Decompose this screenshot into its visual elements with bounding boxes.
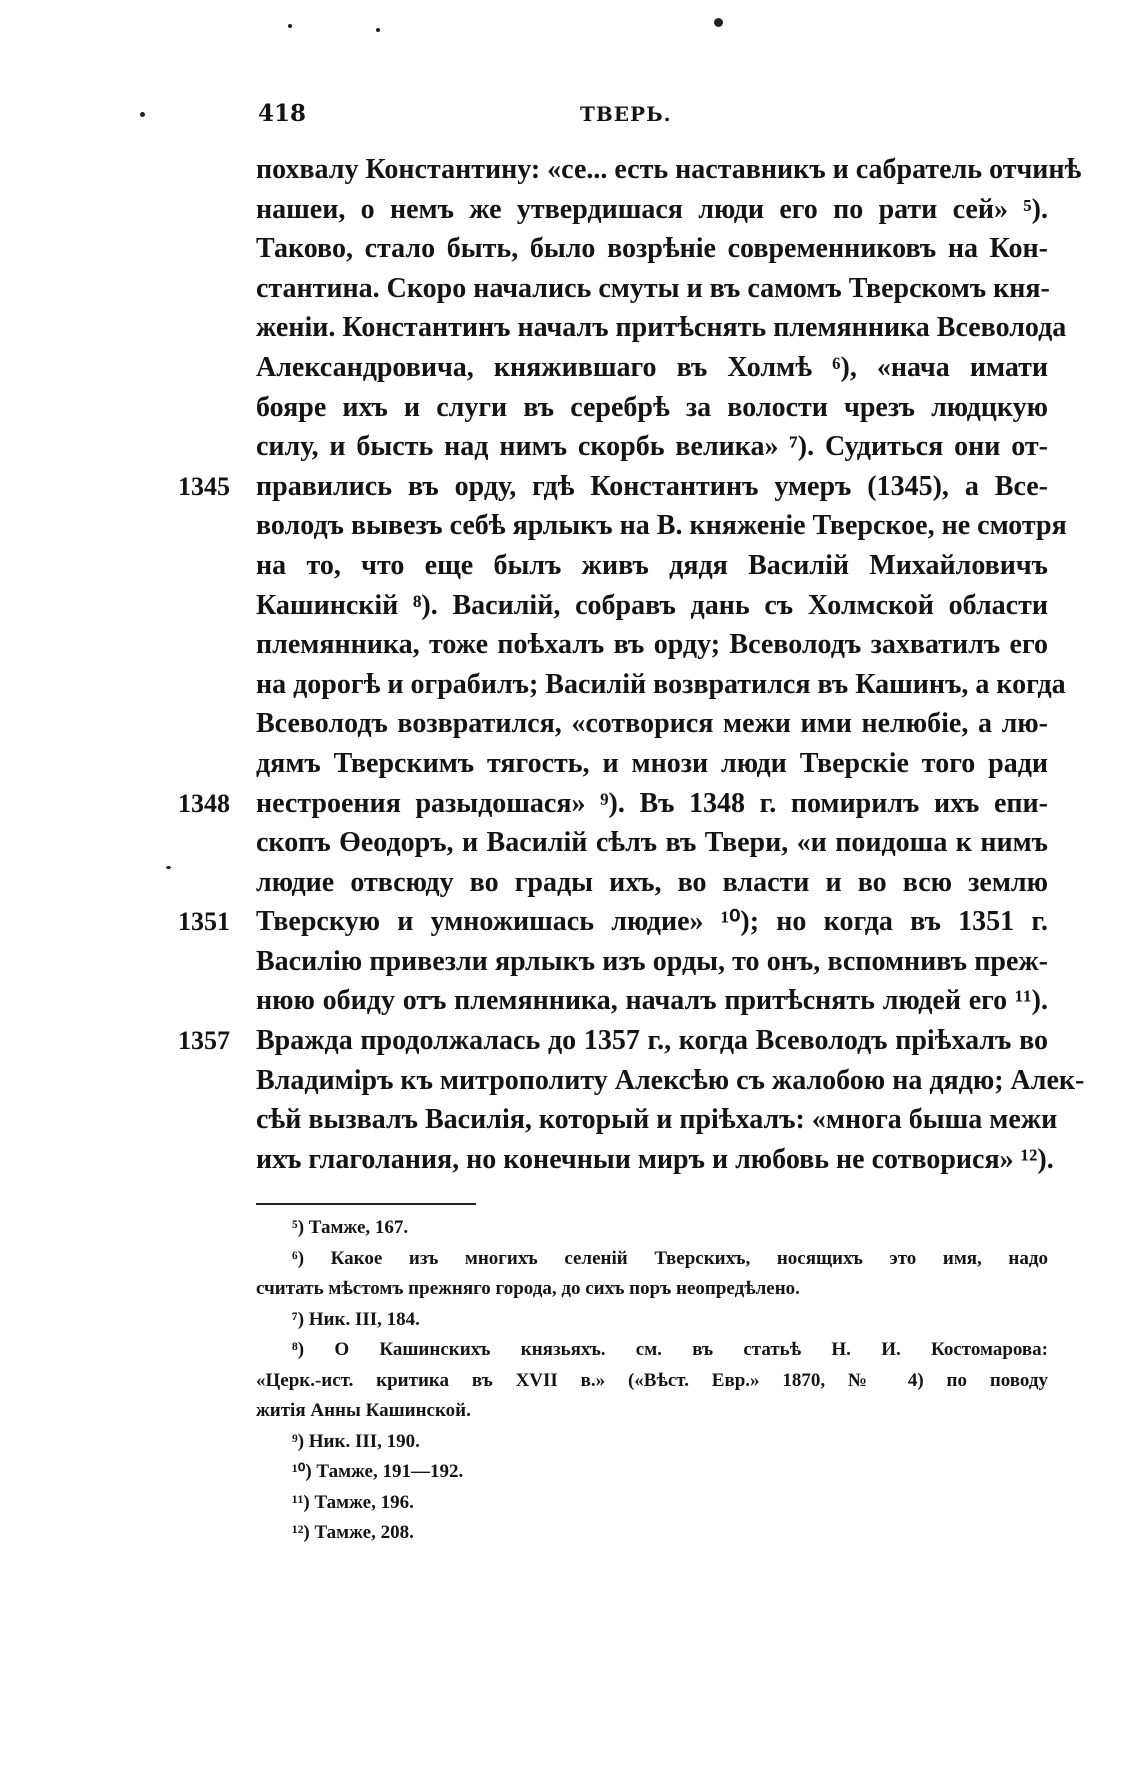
text-line xyxy=(0,823,1140,863)
text-line xyxy=(0,625,1140,665)
line-text: Владиміръ къ митрополиту Алексѣю съ жалобою на дядю; Алек- xyxy=(256,1064,1085,1096)
footnote-mark: ¹²) xyxy=(292,1522,310,1543)
line-text: на то, что еще былъ живъ дядя Василій Михайловичъ xyxy=(256,549,1048,581)
footnote-mark: ⁶) xyxy=(292,1247,305,1269)
text-line xyxy=(0,229,1140,269)
footnote-text: Ник. III, 190. xyxy=(308,1430,420,1452)
line-text: Александровича, княжившаго въ Холмѣ ⁶), «нача имати xyxy=(256,351,1048,383)
text-line xyxy=(0,942,1140,982)
footnote-text: Ник. III, 184. xyxy=(308,1308,420,1330)
text-line xyxy=(0,308,1140,348)
line-text: бояре ихъ и слуги въ серебрѣ за волости чрезъ людцкую xyxy=(256,391,1048,423)
line-text: нестроения разыдошася» ⁹). Въ 1348 г. помирилъ ихъ епи- xyxy=(256,787,1048,819)
footnote-text: Тамже, 208. xyxy=(314,1522,414,1543)
footnote-text: О Кашинскихъ князьяхъ. см. въ статьѣ Н. И. Костомарова: xyxy=(334,1339,1048,1360)
line-text: правились въ орду, гдѣ Константинъ умеръ (1345), а Все- xyxy=(256,470,1048,502)
line-text: на дорогѣ и ограбилъ; Василій возвратился въ Кашинъ, а когда xyxy=(256,668,1066,700)
text-line xyxy=(0,902,1140,942)
footnote-continuation xyxy=(0,1274,1140,1305)
text-line xyxy=(0,427,1140,467)
scan-speck xyxy=(288,24,292,28)
line-text: дямъ Тверскимъ тягость, и мнози люди Тверскіе того ради xyxy=(256,747,1048,779)
text-line xyxy=(0,704,1140,744)
footnote-text: Тамже, 196. xyxy=(314,1491,414,1513)
text-line xyxy=(0,1021,1140,1061)
text-line xyxy=(0,506,1140,546)
footnote-continuation xyxy=(0,1396,1140,1427)
line-text: Вражда продолжалась до 1357 г., когда Всеволодъ пріѣхалъ во xyxy=(256,1025,1048,1057)
text-line xyxy=(0,269,1140,309)
text-line xyxy=(0,586,1140,626)
footnote-text: Тамже, 191—192. xyxy=(316,1461,464,1482)
footnote-text: «Церк.-ист. критика въ XVII в.» («Вѣст. Евр.» 1870, № 4) по поводу xyxy=(256,1369,1048,1391)
footnote xyxy=(0,1305,1140,1336)
footnote xyxy=(0,1213,1140,1244)
main-text xyxy=(0,150,1140,1179)
footnote-mark: ⁹) xyxy=(292,1430,305,1452)
text-line xyxy=(0,784,1140,824)
text-line xyxy=(0,190,1140,230)
page-header xyxy=(0,100,1140,134)
text-line xyxy=(0,863,1140,903)
text-line xyxy=(0,1140,1140,1180)
text-line xyxy=(0,546,1140,586)
footnote xyxy=(0,1335,1140,1366)
margin-year: 1348 xyxy=(178,788,230,818)
footnote-mark: ¹⁰) xyxy=(292,1461,312,1482)
line-text: нашеи, о немъ же утвердишася люди его по рати сей» ⁵). xyxy=(256,193,1048,225)
line-text: Всеволодъ возвратился, «сотворися межи ими нелюбіе, а лю- xyxy=(256,708,1048,740)
line-text: людие отвсюду во грады ихъ, во власти и во всю землю xyxy=(256,866,1048,898)
footnote xyxy=(0,1518,1140,1549)
footnote xyxy=(0,1457,1140,1488)
footnotes xyxy=(0,1213,1140,1549)
footnote xyxy=(0,1488,1140,1519)
text-line xyxy=(0,981,1140,1021)
footnote-divider xyxy=(256,1203,476,1205)
line-text: Василію привезли ярлыкъ изъ орды, то онъ, вспомнивъ преж- xyxy=(256,945,1048,977)
footnote-text: считать мѣстомъ прежняго города, до сихъ поръ неопредѣлено. xyxy=(256,1278,800,1299)
margin-year: 1351 xyxy=(178,907,230,937)
text-line xyxy=(0,467,1140,507)
line-text: ихъ глаголания, но конечныи миръ и любовь не сотворися» ¹²). xyxy=(256,1143,1054,1175)
page-number: 418 xyxy=(258,100,307,127)
line-text: Тверскую и умножишась людие» ¹⁰); но когда въ 1351 г. xyxy=(256,906,1048,938)
footnote-mark: ⁷) xyxy=(292,1308,305,1330)
footnote-mark: ⁸) xyxy=(292,1339,305,1360)
scan-speck xyxy=(376,28,380,32)
footnote-text: Тамже, 167. xyxy=(308,1217,409,1238)
line-text: нюю обиду отъ племянника, началъ притѣснять людей его ¹¹). xyxy=(256,985,1048,1017)
margin-year: 1345 xyxy=(178,471,230,501)
footnote-text: житія Анны Кашинской. xyxy=(256,1400,471,1421)
line-text: Таково, стало быть, было возрѣніе современниковъ на Кон- xyxy=(256,233,1048,265)
text-line xyxy=(0,388,1140,428)
text-line xyxy=(0,150,1140,190)
line-text: похвалу Константину: «се... есть наставникъ и сабратель отчинѣ xyxy=(256,154,1082,185)
text-line xyxy=(0,744,1140,784)
line-text: племянника, тоже поѣхалъ въ орду; Всеволодъ захватилъ его xyxy=(256,629,1048,661)
line-text: Кашинскій ⁸). Василій, собравъ дань съ Холмской области xyxy=(256,589,1048,621)
line-text: сѣй вызвалъ Василія, который и пріѣхалъ: «многа быша межи xyxy=(256,1104,1058,1136)
footnote xyxy=(0,1244,1140,1275)
margin-year: 1357 xyxy=(178,1026,230,1056)
footnote-mark: ¹¹) xyxy=(292,1491,310,1513)
text-line xyxy=(0,1061,1140,1101)
line-text: силу, и бысть над нимъ скорбь велика» ⁷). Судиться они от- xyxy=(256,431,1048,463)
text-line xyxy=(0,348,1140,388)
line-text: скопъ Өеодоръ, и Василій сѣлъ въ Твери, «и поидоша к нимъ xyxy=(256,827,1048,859)
footnote-continuation xyxy=(0,1366,1140,1397)
line-text: женіи. Константинъ началъ притѣснять племянника Всеволода xyxy=(256,312,1067,344)
line-text: володъ вывезъ себѣ ярлыкъ на В. княженіе Тверское, не смотря xyxy=(256,510,1067,542)
running-head: ТВЕРЬ. xyxy=(580,102,672,126)
footnote xyxy=(0,1427,1140,1458)
line-text: стантина. Скоро начались смуты и въ самомъ Тверскомъ кня- xyxy=(256,272,1050,304)
scan-speck xyxy=(714,18,723,27)
footnote-text: Какое изъ многихъ селеній Тверскихъ, носящихъ это имя, надо xyxy=(330,1247,1048,1269)
footnote-mark: ⁵) xyxy=(292,1217,305,1238)
text-line xyxy=(0,1100,1140,1140)
text-line xyxy=(0,665,1140,705)
